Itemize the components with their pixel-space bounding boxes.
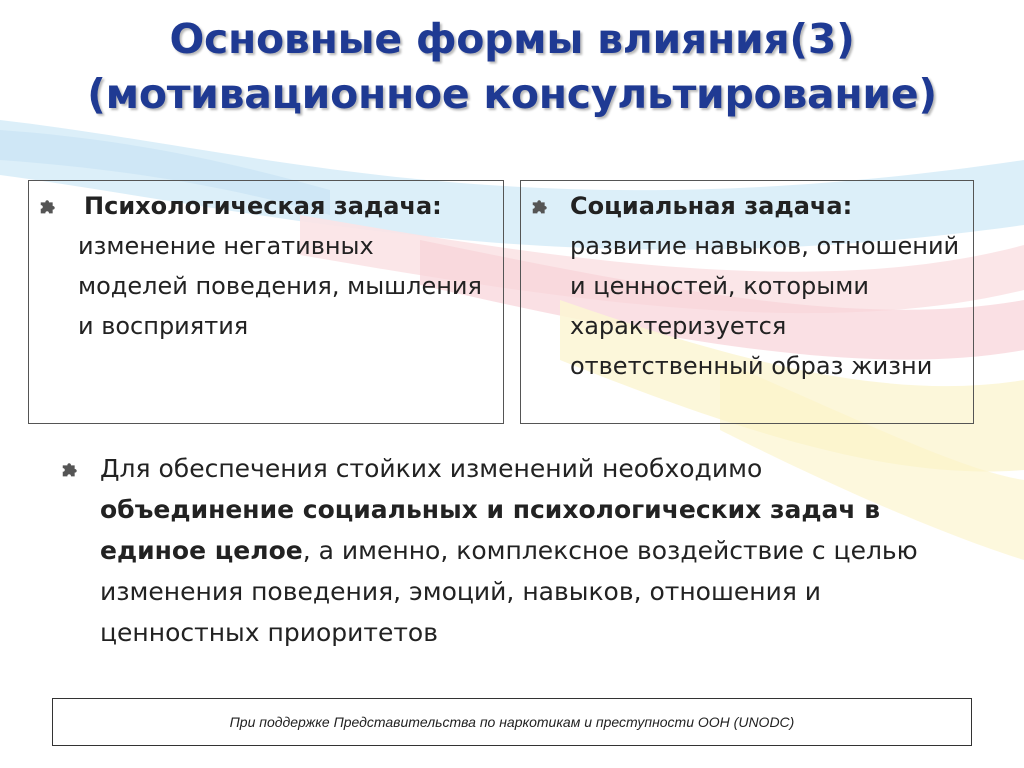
integration-text-part2: , а именно, комплексное воздействие с целью изменения поведения, эмоций, навыков, отношения и ценностных приоритетов (100, 536, 918, 647)
title-line-2: (мотивационное консультирование) (87, 70, 937, 118)
integration-text-bold: объединение социальных и психологических задач в единое целое (100, 495, 881, 565)
footer-credit-text: При поддержке Представительства по наркотикам и преступности ООН (UNODC) (229, 714, 795, 730)
footer-box (52, 698, 972, 746)
social-task-text (570, 186, 970, 386)
psychological-task-text (50, 186, 490, 346)
social-task-lead: Социальная задача: (570, 192, 853, 220)
slide-title (20, 12, 1004, 122)
integration-paragraph (100, 448, 960, 653)
psychological-task-lead: Психологическая задача: (84, 192, 442, 220)
psychological-task-body: изменение негативных моделей поведения, мышления и восприятия (78, 232, 482, 340)
title-line-1: Основные формы влияния(3) (169, 15, 855, 63)
puzzle-piece-icon (38, 195, 60, 217)
social-task-body: развитие навыков, отношений и ценностей, которыми характеризуется ответственный образ жизни (570, 232, 960, 380)
integration-text-part1: Для обеспечения стойких изменений необходимо (100, 454, 763, 483)
puzzle-piece-icon (60, 458, 82, 480)
puzzle-piece-icon (530, 195, 552, 217)
